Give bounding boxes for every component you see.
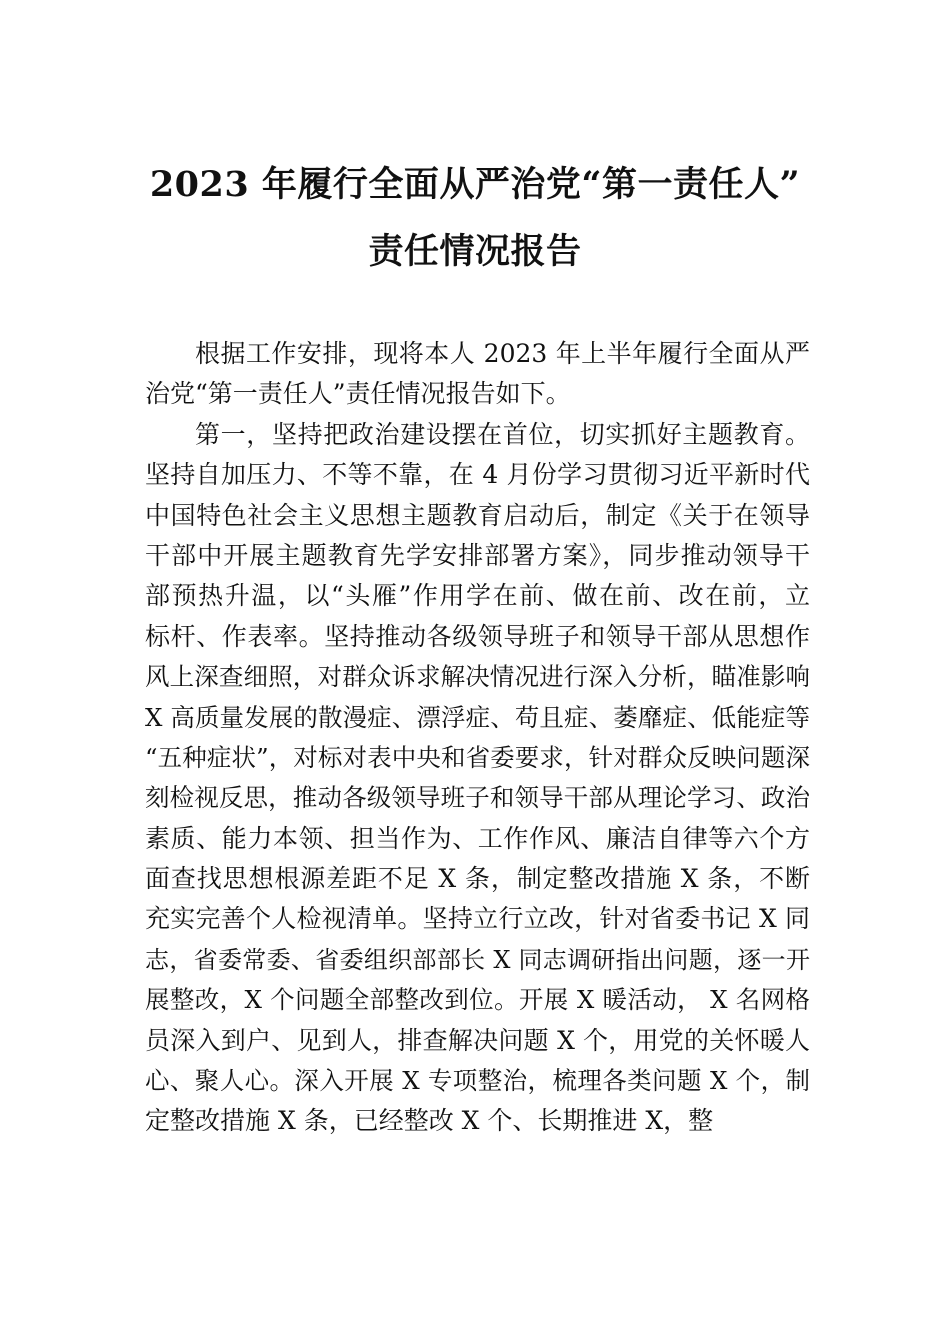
body-line: 中国特色社会主义思想主题教育启动后，制定《关于在领导 (145, 500, 810, 530)
body-line: 素质、能力本领、担当作为、工作作风、廉洁自律等六个方 (145, 823, 810, 853)
body-line: 面查找思想根源差距不足 X 条，制定整改措施 X 条，不断 (145, 864, 810, 894)
body-line: 部预热升温，以“头雁”作用学在前、做在前、改在前，立 (145, 581, 810, 611)
body-line: 刻检视反思，推动各级领导班子和领导干部从理论学习、政治 (145, 783, 810, 813)
body-line: 心、聚人心。深入开展 X 专项整治，梳理各类问题 X 个，制 (145, 1066, 810, 1096)
document-body (145, 334, 810, 1142)
body-line: 风上深查细照，对群众诉求解决情况进行深入分析，瞄准影响 (145, 662, 810, 692)
body-line: 坚持自加压力、不等不靠，在 4 月份学习贯彻习近平新时代 (145, 460, 810, 490)
body-line: “五种症状”，对标对表中央和省委要求，针对群众反映问题深 (145, 742, 810, 772)
body-line: 干部中开展主题教育先学安排部署方案》，同步推动领导干 (145, 540, 810, 570)
body-line: 第一，坚持把政治建设摆在首位，切实抓好主题教育。 (195, 419, 810, 449)
body-line: 定整改措施 X 条，已经整改 X 个、长期推进 X，整 (145, 1106, 714, 1136)
document-title-line-1: 2023 年履行全面从严治党“第一责任人” (149, 164, 801, 205)
body-line: 志，省委常委、省委组织部部长 X 同志调研指出问题，逐一开 (145, 945, 810, 974)
body-line: 治党“第一责任人”责任情况报告如下。 (145, 379, 571, 409)
body-line: 充实完善个人检视清单。坚持立行立改，针对省委书记 X 同 (145, 904, 810, 934)
body-line: 展整改，X 个问题全部整改到位。开展 X 暖活动， X 名网格 (145, 985, 810, 1015)
body-line: 员深入到户、见到人，排查解决问题 X 个，用党的关怀暖人 (145, 1025, 810, 1055)
body-line: 标杆、作表率。坚持推动各级领导班子和领导干部从思想作 (145, 621, 810, 651)
body-line: 根据工作安排，现将本人 2023 年上半年履行全面从严 (195, 339, 810, 368)
body-line: X 高质量发展的散漫症、漂浮症、苟且症、萎靡症、低能症等 (145, 702, 810, 732)
document-title-line-2: 责任情况报告 (368, 231, 582, 272)
